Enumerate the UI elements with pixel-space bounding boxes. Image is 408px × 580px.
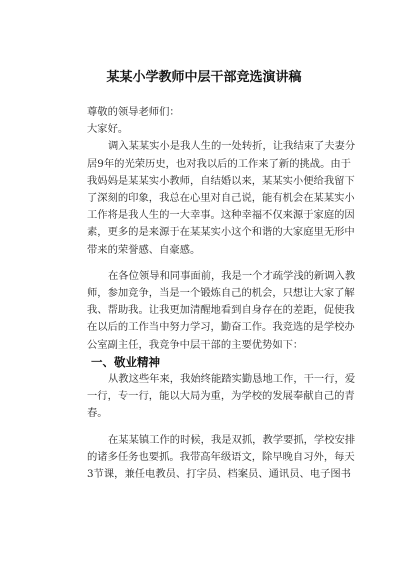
paragraph-line: 在各位领导和同事面前，我是一个才疏学浅的新调入教 bbox=[108, 269, 356, 282]
paragraph-line: 师，参加竞争，当是一个锻炼自己的机会，只想让大家了解 bbox=[87, 287, 355, 300]
paragraph-line: 居9年的光荣历史，也对我以后的工作来了新的挑战。由于 bbox=[87, 157, 351, 170]
paragraph-3 bbox=[87, 371, 356, 423]
document-body bbox=[87, 104, 356, 483]
paragraph-line: 一行，专一行，能以大局为重，为学校的发展奉献自己的青 bbox=[87, 390, 355, 403]
paragraph-line: 工作将是我人生的一大幸事。这种幸福不仅来源于家庭的因 bbox=[87, 209, 355, 222]
paragraph-1 bbox=[87, 138, 356, 258]
paragraph-line: 从教这些年来，我始终能踏实勤恳地工作，干一行，爱 bbox=[108, 373, 356, 386]
document-title: 某某小学教师中层干部竞选演讲稿 bbox=[106, 70, 302, 85]
section-heading: 一、敬业精神 bbox=[91, 354, 160, 369]
paragraph-line: 我妈妈是某某实小教师，自结婚以来，某某实小便给我留下 bbox=[87, 174, 355, 187]
paragraph-line: 3节课，兼任电教员、打字员、档案员、通讯员、电子图书 bbox=[87, 468, 351, 481]
paragraph-line: 公室副主任，我竞争中层干部的主要优势如下： bbox=[87, 338, 304, 351]
paragraph-line: 素，更多的是来源于在某某实小这个和谐的大家庭里无形中 bbox=[87, 226, 355, 239]
paragraph-line: 在以后的工作当中努力学习，勤奋工作。我竞选的是学校办 bbox=[87, 321, 355, 334]
greeting: 大家好。 bbox=[87, 123, 129, 136]
paragraph-line: 在某某镇工作的时候，我是双抓，教学要抓，学校安排 bbox=[108, 433, 356, 446]
paragraph-line: 调入某某实小是我人生的一处转折，让我结束了夫妻分 bbox=[108, 140, 356, 153]
paragraph-4 bbox=[87, 432, 356, 484]
paragraph-line: 了深刻的印象，我总在心里对自己说，能有机会在某某实小 bbox=[87, 192, 355, 205]
paragraph-line: 我、帮助我。让我更加清醒地看到自身存在的差距，促使我 bbox=[87, 304, 355, 317]
salutation: 尊敬的领导老师们： bbox=[87, 106, 180, 118]
paragraph-line: 的诸多任务也要抓。我带高年级语文，除早晚自习外，每天 bbox=[87, 450, 355, 463]
paragraph-2 bbox=[87, 268, 356, 354]
paragraph-line: 春。 bbox=[87, 407, 108, 420]
paragraph-line: 带来的荣誉感、自豪感。 bbox=[87, 243, 201, 256]
